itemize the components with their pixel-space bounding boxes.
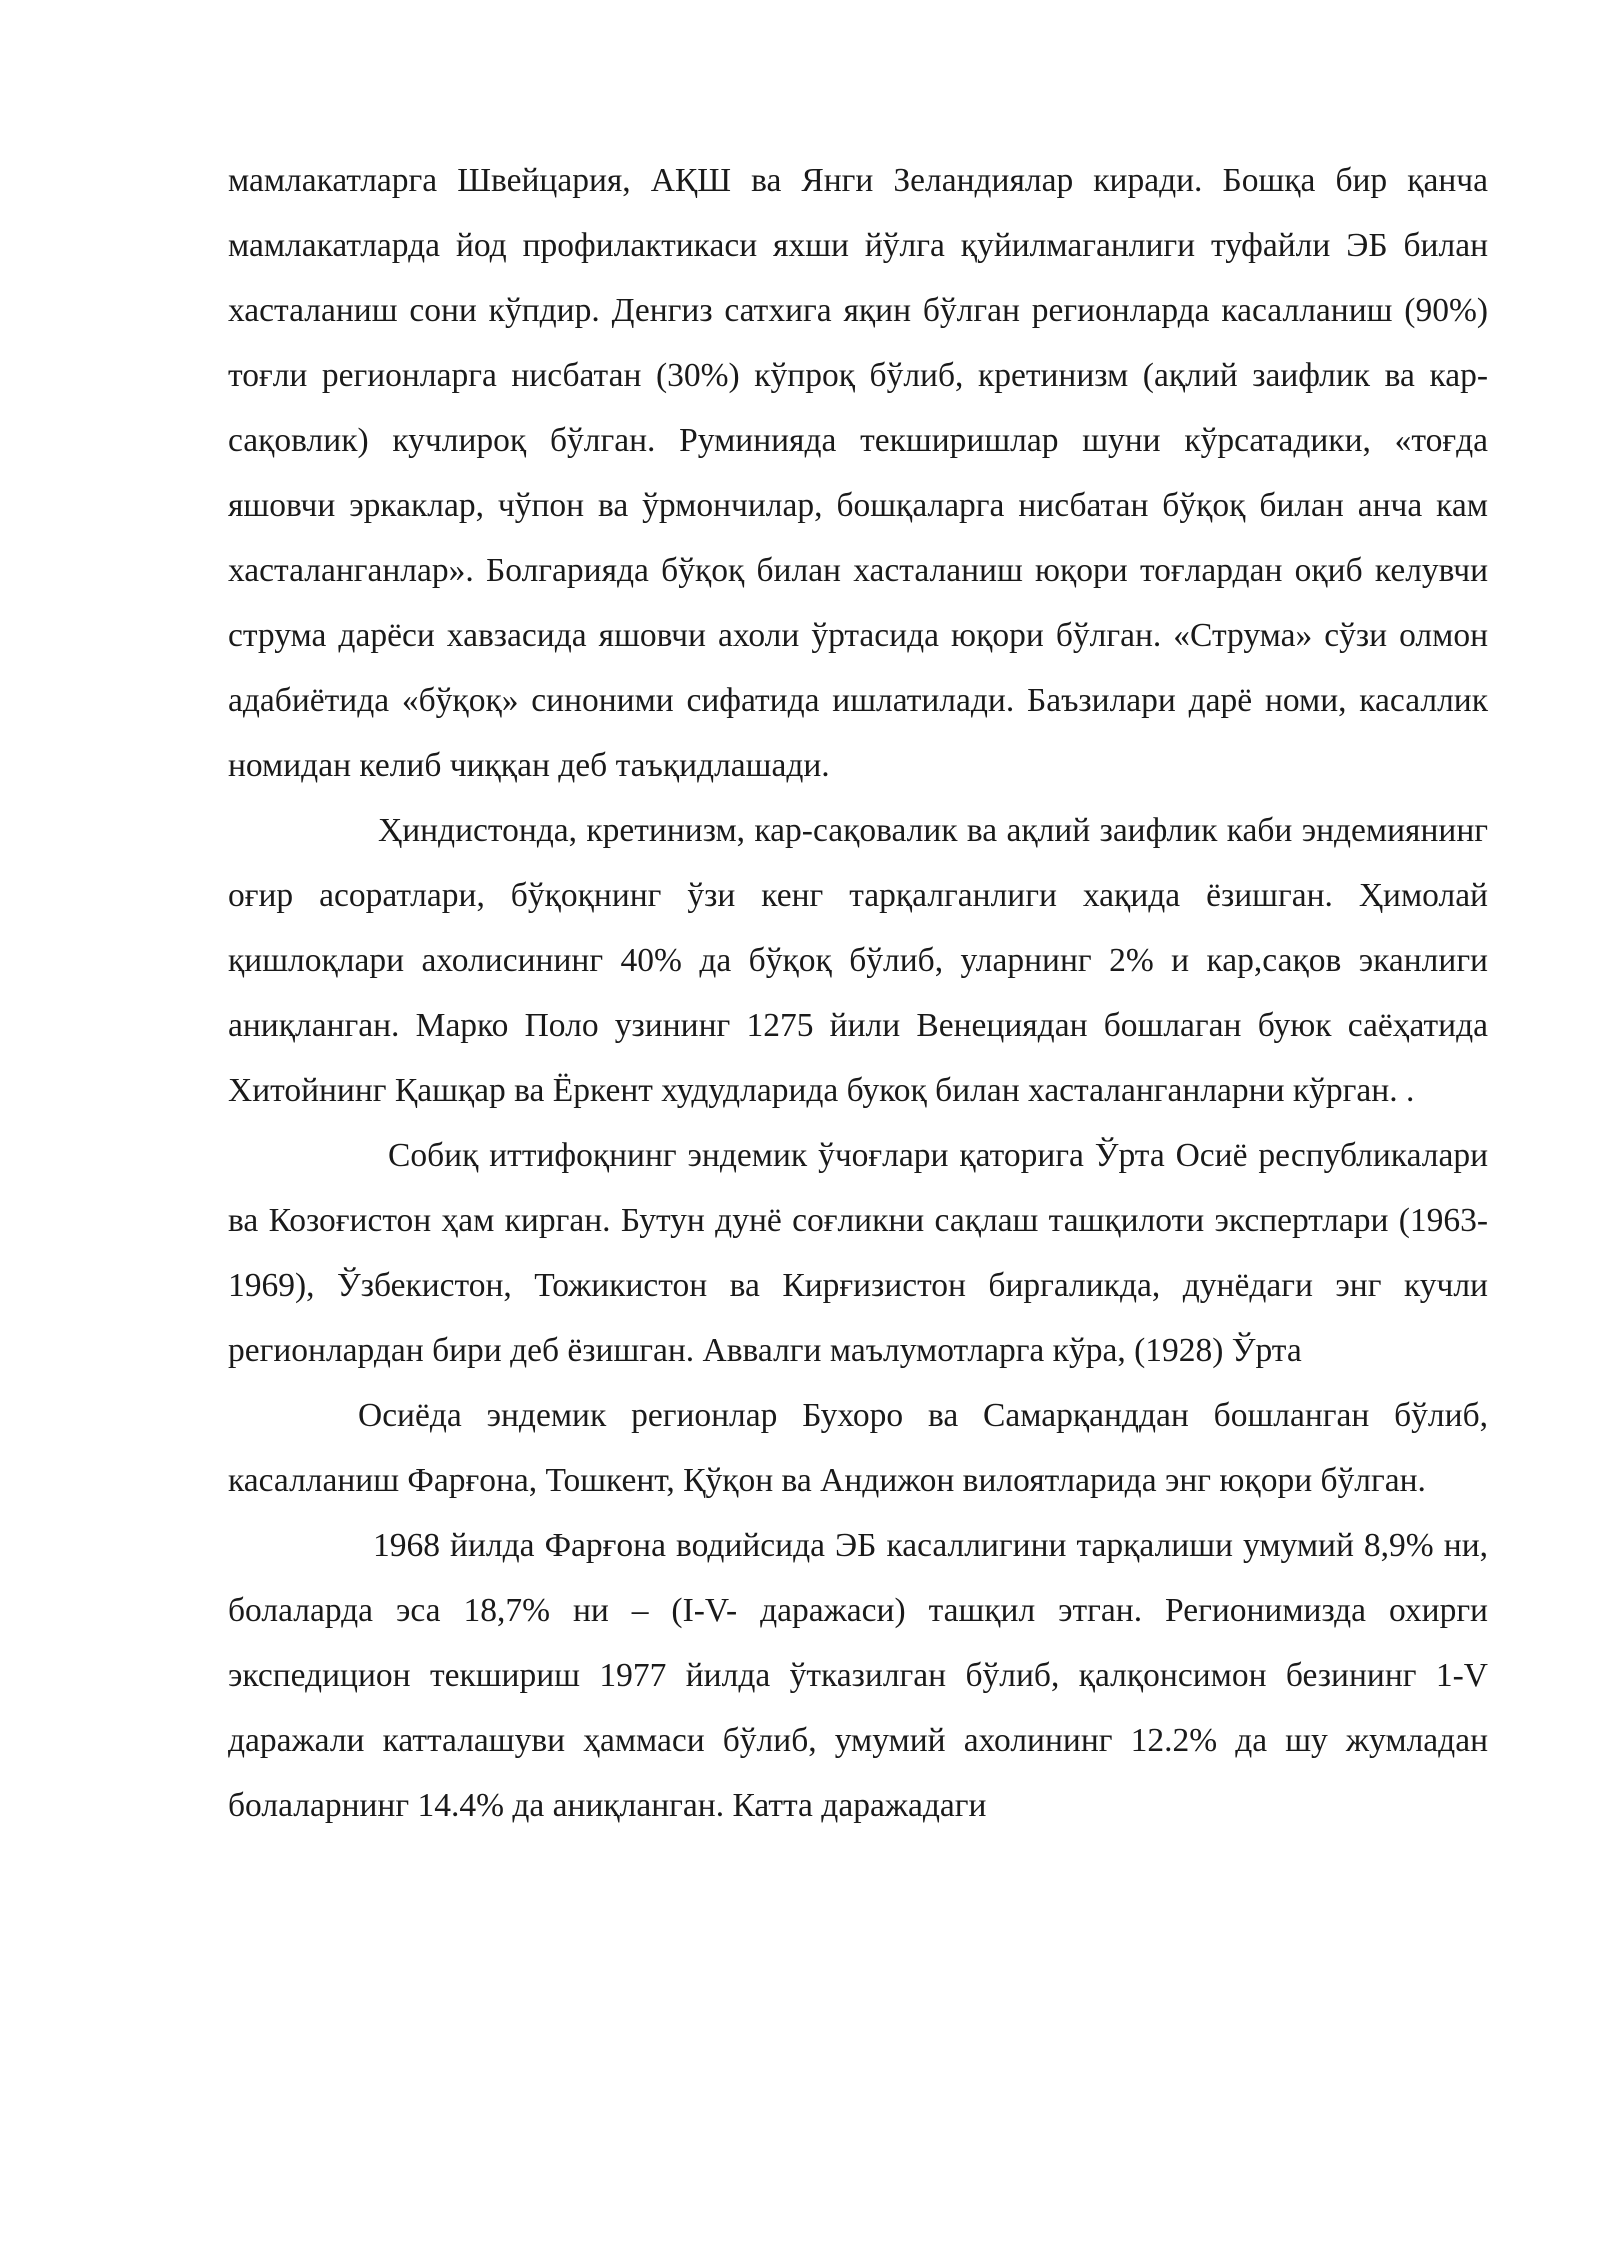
paragraph: 1968 йилда Фарғона водийсида ЭБ касаллигини тарқалиши умумий 8,9% ни, болаларда эса 18,7% ни – (I-V- даражаси) ташқил этган. Регионимизда охирги экспедицион текшириш 1977 йилда ўтказилган бўлиб, қалқонсимон безининг 1-V даражали катталашуви ҳаммаси бўлиб, умумий ахолининг 12.2% да шу жумладан болаларнинг 14.4% да аниқланган. Катта даражадаги — [228, 1527, 1488, 1824]
paragraph: мамлакатларга Швейцария, АҚШ ва Янги Зеландиялар киради. Бошқа бир қанча мамлакатларда йод профилактикаси яхши йўлга қуйилмаганлиги туфайли ЭБ билан хасталаниш сони кўпдир. Денгиз сатхига яқин бўлган регионларда касалланиш (90%) тоғли регионларга нисбатан (30%) кўпроқ бўлиб, кретинизм (ақлий заифлик ва кар-сақовлик) кучлироқ бўлган. Руминияда текширишлар шуни кўрсатадики, «тоғда яшовчи эркаклар, чўпон ва ўрмончилар, бошқаларга нисбатан бўқоқ билан анча кам хасталанганлар». Болгарияда бўқоқ билан хасталаниш юқори тоғлардан оқиб келувчи струма дарёси хавзасида яшовчи ахоли ўртасида юқори бўлган. «Струма» сўзи олмон адабиётида «бўқоқ» синоними сифатида ишлатилади. Баъзилари дарё номи, касаллик номидан келиб чиққан деб таъқидлашади. — [228, 162, 1488, 784]
paragraph: Ҳиндистонда, кретинизм, кар-сақовалик ва ақлий заифлик каби эндемиянинг оғир асоратлари, бўқоқнинг ўзи кенг тарқалганлиги хақида ёзишган. Ҳимолай қишлоқлари ахолисининг 40% да бўқоқ бўлиб, уларнинг 2% и кар,сақов эканлиги аниқланган. Марко Поло узининг 1275 йили Венециядан бошлаган буюк саёҳатида Хитойнинг Қашқар ва Ёркент худудларида букоқ билан хасталанганларни кўрган. . — [228, 812, 1488, 1109]
paragraph: Собиқ иттифоқнинг эндемик ўчоғлари қаторига Ўрта Осиё республикалари ва Козоғистон ҳам кирган. Бутун дунё соғликни сақлаш ташқилоти экспертлари (1963-1969), Ўзбекистон, Тожикистон ва Кирғизистон биргаликда, дунёдаги энг кучли регионлардан бири деб ёзишган. Аввалги маълумотларга кўра, (1928) Ўрта — [228, 1137, 1488, 1369]
document-body — [228, 148, 1488, 1838]
paragraph: Осиёда эндемик регионлар Бухоро ва Самарқанддан бошланган бўлиб, касалланиш Фарғона, Тошкент, Қўқон ва Андижон вилоятларида энг юқори бўлган. — [228, 1397, 1488, 1499]
